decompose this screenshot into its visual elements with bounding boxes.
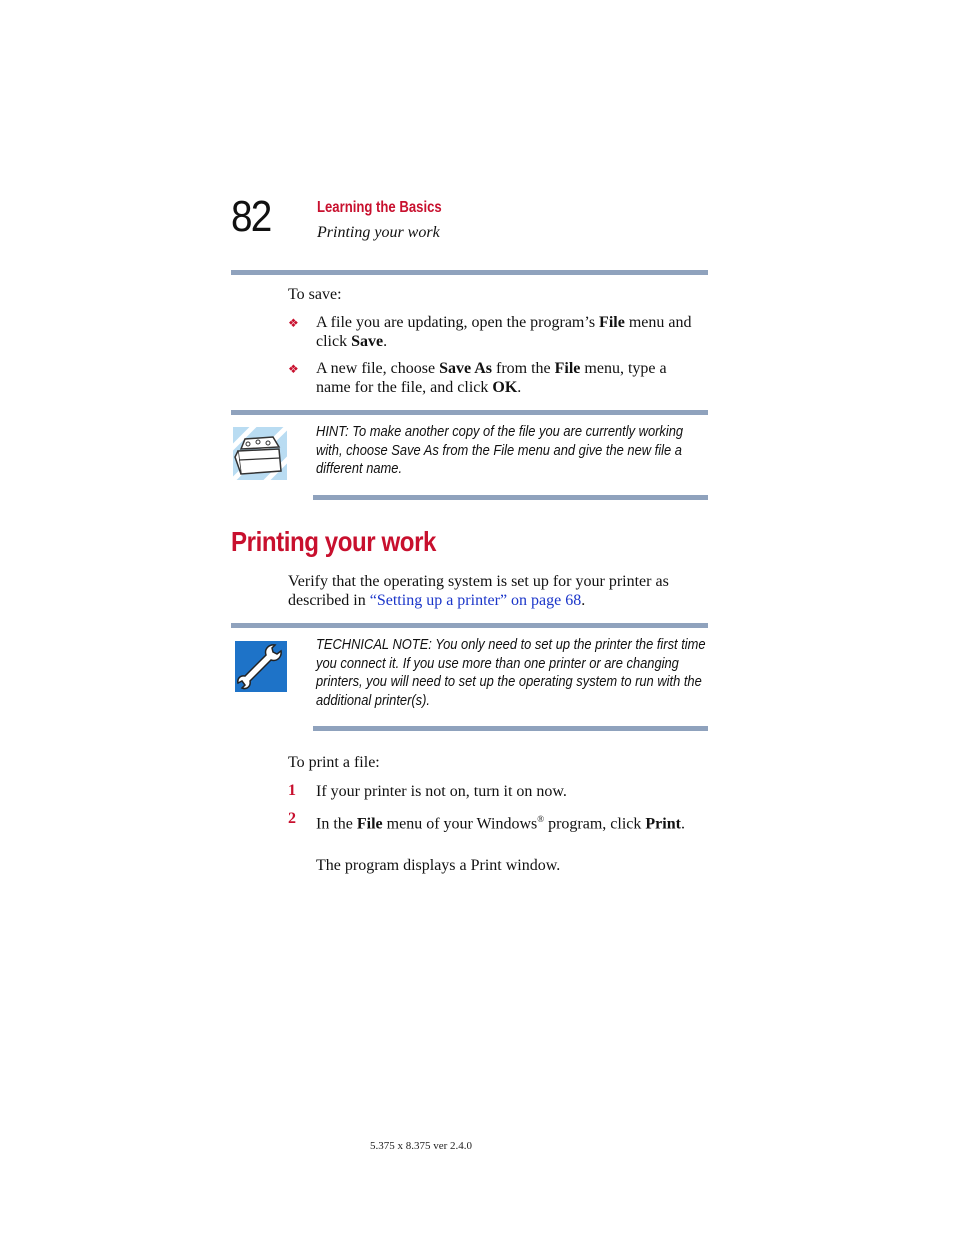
section-subtitle: Printing your work (317, 224, 440, 241)
step-2-text-a: In the (316, 815, 357, 833)
file-menu-term: File (554, 360, 581, 377)
save-item-2-text-c: from the (491, 360, 555, 377)
printing-paragraph-text: Verify that the operating system is set up for your printer as described in (288, 573, 669, 609)
step-2-text-c: menu of your Windows (382, 815, 538, 833)
step-2-result: The program displays a Print window. (316, 857, 561, 874)
file-menu-term: File (599, 314, 625, 331)
registered-mark: ® (537, 814, 545, 824)
tech-note-bottom-rule (313, 726, 708, 731)
save-item-2 (316, 359, 701, 397)
bullet-icon: ❖ (288, 362, 299, 376)
save-term: Save (351, 333, 384, 350)
hint-top-rule (231, 410, 708, 415)
page-footer: 5.375 x 8.375 ver 2.4.0 (370, 1140, 473, 1152)
step-2-text-d: program, click (544, 815, 646, 833)
step-number: 1 (288, 782, 296, 799)
save-item-1-text-a: A file you are updating, open the program’s (316, 314, 600, 331)
step-1-text: If your printer is not on, turn it on now. (316, 783, 567, 800)
bullet-icon: ❖ (288, 316, 299, 330)
step-2-text (316, 810, 686, 833)
setting-up-printer-link[interactable]: “Setting up a printer” on page 68 (369, 592, 582, 609)
printing-paragraph (288, 572, 703, 610)
treasure-chest-icon (233, 427, 287, 480)
save-item-1 (316, 313, 701, 351)
save-item-2-text-a: A new file, choose (316, 360, 440, 377)
save-intro: To save: (288, 286, 342, 303)
hint-bottom-rule (313, 495, 708, 500)
wrench-icon (235, 641, 287, 692)
print-intro: To print a file: (288, 754, 380, 771)
technical-note-text: TECHNICAL NOTE: You only need to set up the printer the first time you connect it. If you use more than one printer or are changing printers, you will need to set up the operating system to run with the additional printer(s). (316, 636, 706, 709)
ok-term: OK (492, 379, 518, 396)
tech-note-top-rule (231, 623, 708, 628)
save-item-2-text-e: . (517, 379, 522, 396)
header-divider (231, 270, 708, 275)
hint-text: HINT: To make another copy of the file you are currently working with, choose Save As from the File menu and give the new file a different name. (316, 423, 684, 477)
print-term: Print (645, 815, 681, 833)
file-menu-term: File (356, 815, 383, 833)
save-item-2-text-d: menu, type a name for the file, and click (316, 360, 667, 396)
page-number: 82 (231, 192, 271, 241)
save-item-1-text-c: menu and click (316, 314, 692, 350)
section-heading: Printing your work (231, 526, 436, 557)
step-number: 2 (288, 810, 296, 827)
chapter-title: Learning the Basics (317, 199, 442, 216)
printing-paragraph-end: . (581, 592, 586, 609)
save-as-term: Save As (439, 360, 492, 377)
step-2-text-e: . (680, 815, 685, 833)
save-item-1-text-d: . (383, 333, 388, 350)
